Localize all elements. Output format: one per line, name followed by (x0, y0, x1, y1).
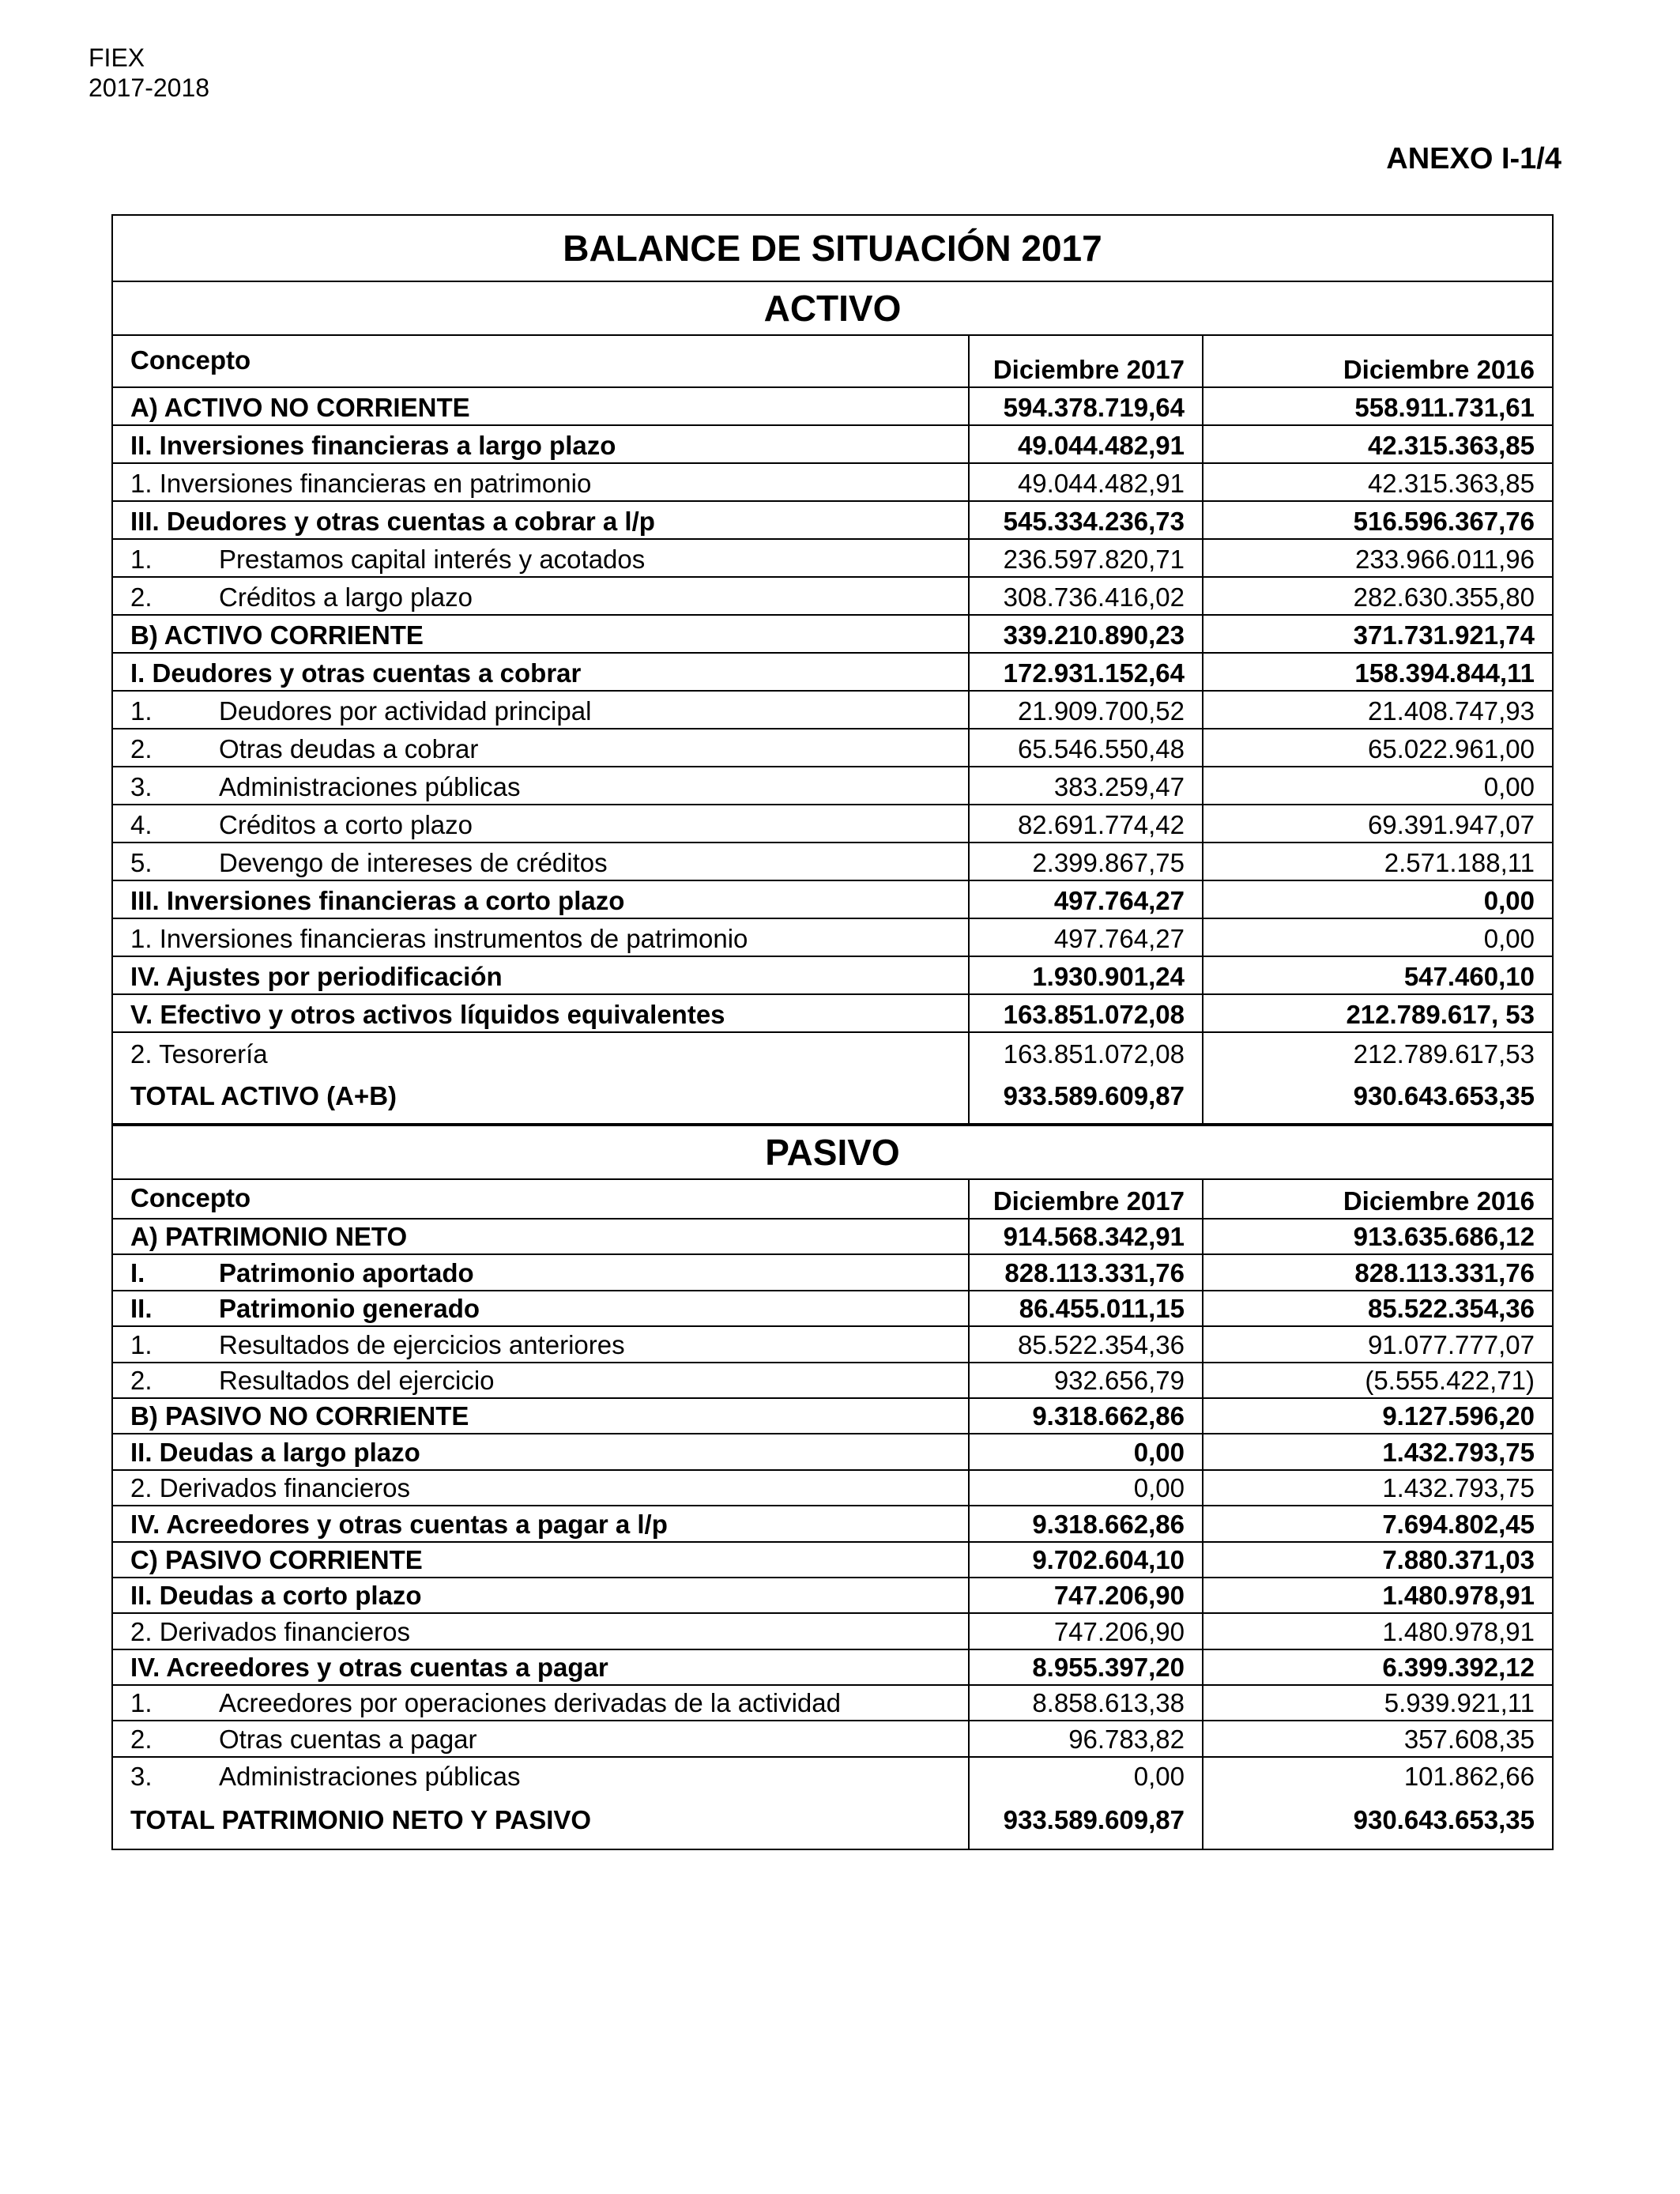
row-number: 3. (130, 772, 153, 801)
row-value-2017: 49.044.482,91 (970, 426, 1203, 462)
row-number: 5. (130, 848, 153, 877)
table-row (113, 1399, 1552, 1434)
row-label: Otras cuentas a pagar (219, 1724, 477, 1754)
row-number: II. (130, 1294, 153, 1324)
table-row (113, 1721, 1552, 1757)
row-concept (113, 1543, 970, 1577)
row-label: III. Deudores y otras cuentas a cobrar a l/p (130, 507, 655, 536)
row-value-2016: 7.880.371,03 (1382, 1544, 1535, 1574)
row-concept (113, 1327, 970, 1361)
row-value-2017: 0,00 (970, 1434, 1203, 1468)
total-2016: 930.643.653,35 (1353, 1805, 1535, 1835)
table-row (113, 1686, 1552, 1721)
row-concept (113, 1363, 970, 1397)
row-value-2017: 8.858.613,38 (970, 1686, 1203, 1720)
row-value-2016: 212.789.617, 53 (1346, 1000, 1535, 1029)
row-value-2017: 65.546.550,48 (970, 729, 1203, 766)
row-label: Prestamos capital interés y acotados (219, 545, 646, 574)
table-row (113, 957, 1552, 995)
table-row (113, 995, 1552, 1033)
row-number: 1. (130, 545, 153, 574)
activo-rows (113, 388, 1552, 1071)
row-value-2016: 85.522.354,36 (1367, 1294, 1535, 1324)
column-concept: Concepto (113, 1180, 970, 1218)
row-concept (113, 616, 970, 652)
row-value-2017: 383.259,47 (970, 767, 1203, 804)
row-value-2017: 0,00 (970, 1471, 1203, 1505)
row-label: Deudores por actividad principal (219, 696, 592, 726)
annex-label: ANEXO I-1/4 (1386, 142, 1561, 175)
row-value-2017: 163.851.072,08 (970, 1033, 1203, 1071)
row-value-2016: 357.608,35 (1403, 1724, 1535, 1754)
document-title: BALANCE DE SITUACIÓN 2017 (113, 216, 1552, 282)
row-value-2017: 545.334.236,73 (970, 502, 1203, 538)
table-row (113, 654, 1552, 692)
activo-column-header (113, 336, 1552, 388)
total-label: TOTAL ACTIVO (A+B) (113, 1071, 970, 1123)
row-concept (113, 1686, 970, 1720)
row-label: III. Inversiones financieras a corto plazo (130, 886, 625, 915)
row-concept (113, 578, 970, 614)
row-value-2017: 82.691.774,42 (970, 805, 1203, 842)
row-label: 1. Inversiones financieras en patrimonio (130, 469, 592, 498)
row-label: II. Deudas a largo plazo (130, 1437, 420, 1467)
row-concept (113, 388, 970, 424)
row-label: I. Deudores y otras cuentas a cobrar (130, 658, 582, 688)
table-row (113, 881, 1552, 919)
row-number: 2. (130, 582, 153, 612)
table-row (113, 729, 1552, 767)
table-row (113, 1327, 1552, 1363)
row-concept (113, 502, 970, 538)
row-value-2017: 932.656,79 (970, 1363, 1203, 1397)
row-value-2017: 828.113.331,76 (970, 1255, 1203, 1289)
row-label: B) ACTIVO CORRIENTE (130, 620, 424, 650)
row-label: 2. Tesorería (130, 1039, 268, 1069)
row-concept (113, 1291, 970, 1325)
row-number: 1. (130, 1688, 153, 1718)
table-row (113, 1255, 1552, 1291)
row-concept (113, 1399, 970, 1433)
row-label: Acreedores por operaciones derivadas de la actividad (219, 1688, 841, 1718)
row-value-2017: 96.783,82 (970, 1721, 1203, 1755)
row-number: 2. (130, 1365, 153, 1395)
row-value-2016: 547.460,10 (1403, 962, 1535, 991)
row-value-2016: 0,00 (1483, 886, 1535, 915)
table-row (113, 1614, 1552, 1649)
row-value-2016: 9.127.596,20 (1382, 1401, 1535, 1431)
row-value-2016: 212.789.617,53 (1353, 1039, 1535, 1069)
row-label: V. Efectivo y otros activos líquidos equivalentes (130, 1000, 725, 1029)
row-label: Créditos a corto plazo (219, 810, 473, 839)
row-concept (113, 1721, 970, 1755)
total-2017: 933.589.609,87 (970, 1071, 1203, 1123)
table-row (113, 464, 1552, 502)
table-row (113, 540, 1552, 578)
table-row (113, 1543, 1552, 1578)
row-label: A) PATRIMONIO NETO (130, 1222, 408, 1252)
row-value-2016: 2.571.188,11 (1384, 848, 1535, 877)
table-row (113, 767, 1552, 805)
column-2016: Diciembre 2016 (1343, 355, 1535, 384)
row-concept (113, 767, 970, 804)
row-value-2016: 516.596.367,76 (1353, 507, 1535, 536)
header-entity: FIEX (89, 43, 145, 72)
total-2016: 930.643.653,35 (1353, 1081, 1535, 1110)
row-label: Resultados del ejercicio (219, 1365, 495, 1395)
row-value-2016: 828.113.331,76 (1354, 1257, 1535, 1287)
row-label: Patrimonio aportado (219, 1257, 474, 1287)
column-concept: Concepto (113, 336, 970, 386)
row-label: 1. Inversiones financieras instrumentos de patrimonio (130, 924, 748, 953)
row-value-2017: 9.318.662,86 (970, 1399, 1203, 1433)
table-row (113, 843, 1552, 881)
row-value-2017: 747.206,90 (970, 1614, 1203, 1648)
row-value-2016: 0,00 (1483, 772, 1535, 801)
table-row (113, 1220, 1552, 1255)
row-label: C) PASIVO CORRIENTE (130, 1544, 423, 1574)
row-label: II. Deudas a corto plazo (130, 1581, 422, 1611)
row-concept (113, 957, 970, 993)
table-row (113, 578, 1552, 616)
row-value-2016: 65.022.961,00 (1367, 734, 1535, 763)
row-concept (113, 540, 970, 576)
row-value-2017: 236.597.820,71 (970, 540, 1203, 576)
activo-heading: ACTIVO (113, 282, 1552, 336)
row-value-2016: 7.694.802,45 (1382, 1509, 1535, 1539)
row-concept (113, 919, 970, 956)
balance-sheet-table (111, 214, 1554, 1850)
row-value-2016: 42.315.363,85 (1367, 469, 1535, 498)
row-label: 2. Derivados financieros (130, 1473, 411, 1503)
row-concept (113, 1033, 970, 1071)
row-label: Otras deudas a cobrar (219, 734, 479, 763)
table-row (113, 616, 1552, 654)
row-value-2017: 914.568.342,91 (970, 1220, 1203, 1253)
row-label: Créditos a largo plazo (219, 582, 473, 612)
row-concept (113, 995, 970, 1031)
row-number: I. (130, 1257, 145, 1287)
row-value-2016: 1.432.793,75 (1382, 1437, 1535, 1467)
pasivo-column-header (113, 1180, 1552, 1220)
row-value-2016: 69.391.947,07 (1367, 810, 1535, 839)
row-label: Administraciones públicas (219, 1762, 521, 1792)
row-value-2016: 371.731.921,74 (1353, 620, 1535, 650)
row-concept (113, 654, 970, 690)
row-value-2016: (5.555.422,71) (1365, 1365, 1535, 1395)
row-value-2016: 1.432.793,75 (1382, 1473, 1535, 1503)
row-value-2016: 558.911.731,61 (1354, 393, 1535, 422)
table-row (113, 1033, 1552, 1071)
row-value-2017: 594.378.719,64 (970, 388, 1203, 424)
row-concept (113, 1614, 970, 1648)
row-label: II. Inversiones financieras a largo plazo (130, 431, 616, 460)
row-concept (113, 1471, 970, 1505)
row-value-2017: 21.909.700,52 (970, 692, 1203, 728)
row-value-2017: 0,00 (970, 1758, 1203, 1793)
table-row (113, 919, 1552, 957)
table-row (113, 1363, 1552, 1399)
row-value-2017: 85.522.354,36 (970, 1327, 1203, 1361)
table-row (113, 1506, 1552, 1542)
row-concept (113, 1220, 970, 1253)
row-concept (113, 1758, 970, 1793)
row-concept (113, 464, 970, 500)
row-value-2017: 2.399.867,75 (970, 843, 1203, 880)
row-value-2016: 91.077.777,07 (1367, 1329, 1535, 1359)
row-concept (113, 729, 970, 766)
row-label: IV. Ajustes por periodificación (130, 962, 503, 991)
column-2017: Diciembre 2017 (970, 336, 1203, 386)
table-row (113, 1291, 1552, 1327)
row-value-2017: 163.851.072,08 (970, 995, 1203, 1031)
row-value-2016: 101.862,66 (1403, 1762, 1535, 1792)
row-value-2016: 6.399.392,12 (1382, 1653, 1535, 1683)
row-concept (113, 1650, 970, 1684)
row-label: Patrimonio generado (219, 1294, 480, 1324)
row-concept (113, 1578, 970, 1612)
column-2016: Diciembre 2016 (1343, 1186, 1535, 1216)
row-label: Resultados de ejercicios anteriores (219, 1329, 625, 1359)
row-value-2016: 913.635.686,12 (1353, 1222, 1535, 1252)
row-value-2017: 497.764,27 (970, 919, 1203, 956)
row-label: A) ACTIVO NO CORRIENTE (130, 393, 470, 422)
row-value-2017: 86.455.011,15 (970, 1291, 1203, 1325)
table-row (113, 692, 1552, 729)
row-concept (113, 881, 970, 918)
row-value-2017: 339.210.890,23 (970, 616, 1203, 652)
table-row (113, 1434, 1552, 1470)
row-concept (113, 1255, 970, 1289)
row-label: IV. Acreedores y otras cuentas a pagar (130, 1653, 608, 1683)
row-number: 3. (130, 1762, 153, 1792)
row-value-2017: 308.736.416,02 (970, 578, 1203, 614)
activo-total-row (113, 1071, 1552, 1125)
row-concept (113, 805, 970, 842)
table-row (113, 426, 1552, 464)
row-value-2017: 8.955.397,20 (970, 1650, 1203, 1684)
row-value-2016: 158.394.844,11 (1354, 658, 1535, 688)
pasivo-rows (113, 1220, 1552, 1793)
table-row (113, 1578, 1552, 1614)
row-value-2016: 1.480.978,91 (1382, 1616, 1535, 1646)
header-period: 2017-2018 (89, 74, 210, 102)
row-concept (113, 692, 970, 728)
table-row (113, 1471, 1552, 1506)
table-row (113, 805, 1552, 843)
table-row (113, 1758, 1552, 1793)
row-number: 2. (130, 734, 153, 763)
row-value-2017: 9.318.662,86 (970, 1506, 1203, 1540)
row-concept (113, 1506, 970, 1540)
pasivo-heading: PASIVO (113, 1125, 1552, 1180)
row-value-2017: 9.702.604,10 (970, 1543, 1203, 1577)
row-number: 1. (130, 696, 153, 726)
row-concept (113, 426, 970, 462)
row-value-2016: 42.315.363,85 (1367, 431, 1535, 460)
row-label: 2. Derivados financieros (130, 1616, 411, 1646)
total-label: TOTAL PATRIMONIO NETO Y PASIVO (113, 1793, 970, 1849)
row-value-2016: 1.480.978,91 (1382, 1581, 1535, 1611)
table-row (113, 388, 1552, 426)
table-row (113, 502, 1552, 540)
row-label: Administraciones públicas (219, 772, 521, 801)
row-number: 2. (130, 1724, 153, 1754)
row-value-2016: 0,00 (1483, 924, 1535, 953)
row-value-2016: 282.630.355,80 (1353, 582, 1535, 612)
row-value-2017: 1.930.901,24 (970, 957, 1203, 993)
column-2017: Diciembre 2017 (970, 1180, 1203, 1218)
row-value-2016: 233.966.011,96 (1355, 545, 1535, 574)
row-value-2017: 497.764,27 (970, 881, 1203, 918)
row-value-2016: 21.408.747,93 (1367, 696, 1535, 726)
row-value-2017: 49.044.482,91 (970, 464, 1203, 500)
row-number: 4. (130, 810, 153, 839)
total-2017: 933.589.609,87 (970, 1793, 1203, 1849)
table-row (113, 1650, 1552, 1686)
row-concept (113, 843, 970, 880)
row-value-2017: 172.931.152,64 (970, 654, 1203, 690)
pasivo-total-row (113, 1793, 1552, 1849)
row-value-2016: 5.939.921,11 (1384, 1688, 1535, 1718)
row-number: 1. (130, 1329, 153, 1359)
row-value-2017: 747.206,90 (970, 1578, 1203, 1612)
row-label: Devengo de intereses de créditos (219, 848, 608, 877)
row-concept (113, 1434, 970, 1468)
row-label: IV. Acreedores y otras cuentas a pagar a l/p (130, 1509, 668, 1539)
row-label: B) PASIVO NO CORRIENTE (130, 1401, 469, 1431)
